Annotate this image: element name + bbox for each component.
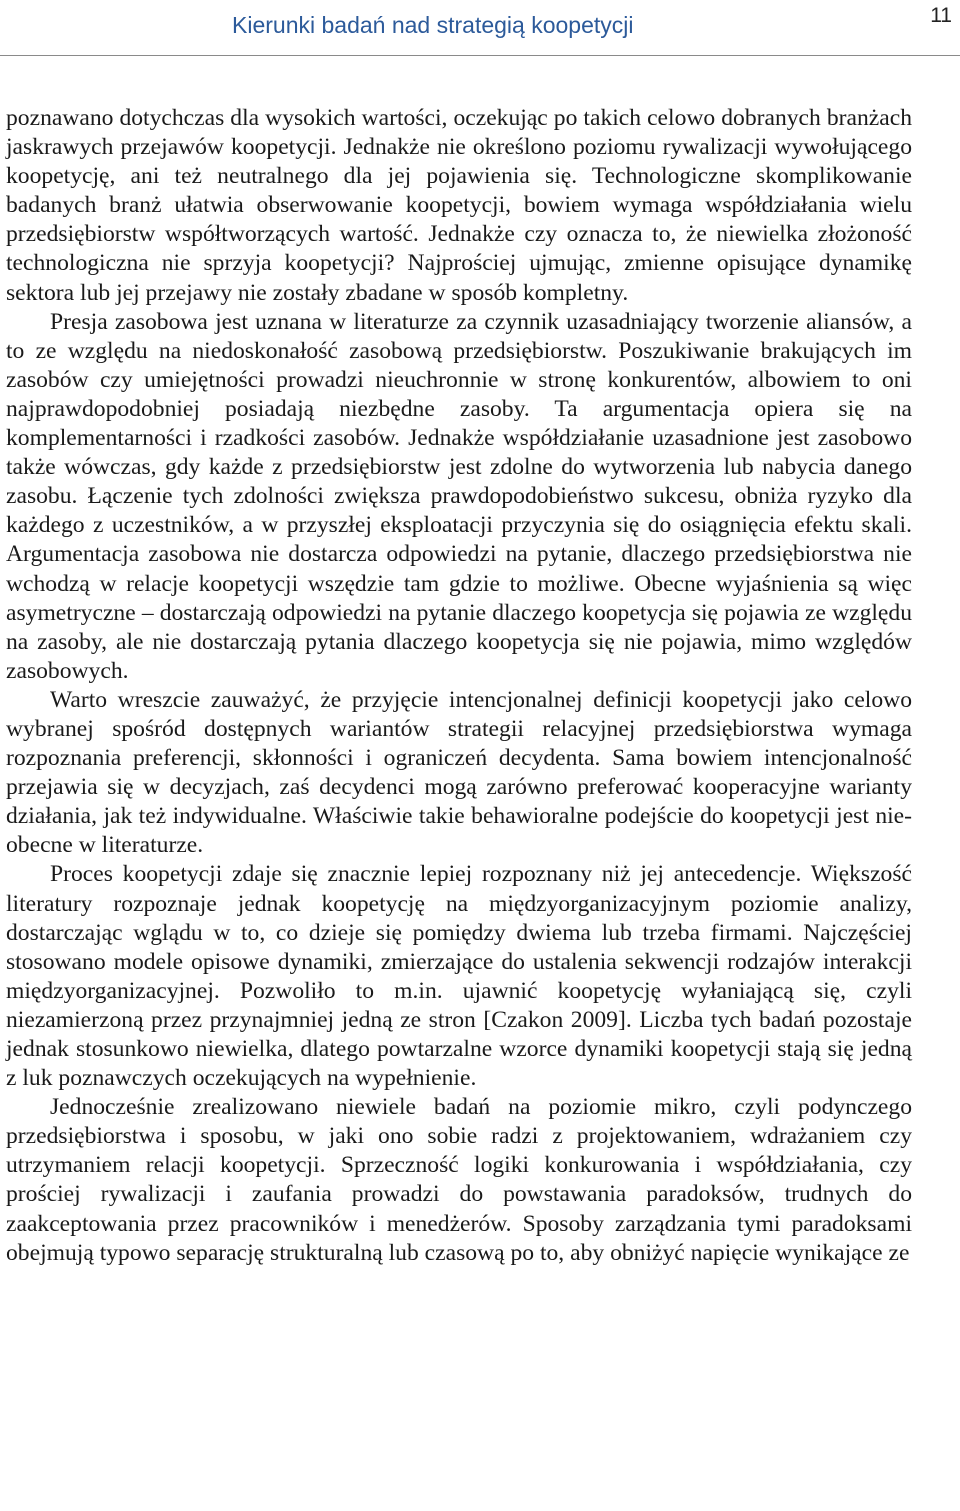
- page-header: [0, 0, 960, 56]
- paragraph-3: Warto wreszcie zauważyć, że przyjęcie intencjonalnej definicji koopetycji jako celowo wybranej spośród dostępnych wariantów strategii relacyjnej przedsiębiorstwa wymaga rozpoznania preferencji, skłonności i ograniczeń decydenta. Sama bowiem intencjonalność przejawia się w decyzjach, zaś decydenci mogą zarówno preferować kooperacyjne warianty działania, jak też indywidualne. Właściwie takie behawioralne podejście do koopetycji jest nieobecne w literaturze.: [6, 686, 912, 859]
- running-title: Kierunki badań nad strategią koopetycji: [232, 12, 634, 38]
- paragraph-1: poznawano dotychczas dla wysokich wartości, oczekując po takich celowo dobranych branżach jaskrawych przejawów koopetycji. Jednakże nie określono poziomu rywalizacji wywołującego koopetycję, ani też neutralnego dla jej pojawienia się. Technologiczne skomplikowanie badanych branż ułatwia obserwowanie koopetycji, bowiem wymaga współdziałania wielu przedsiębiorstw współtworzących wartość. Jednakże czy oznacza to, że niewielka złożoność technologiczna nie sprzyja koopetycji? Najprościej ujmując, zmienne opisujące dynamikę sektora lub jej przejawy nie zostały zbadane w sposób kompletny.: [6, 105, 912, 306]
- page-number: 11: [930, 4, 952, 27]
- paragraph-5: Jednocześnie zrealizowano niewiele badań na poziomie mikro, czyli podynczego przedsiębiorstwa i sposobu, w jaki ono sobie radzi z projektowaniem, wdrażaniem czy utrzymaniem relacji koopetycji. Sprzeczność logiki konkurowania i współdziałania, czy prościej rywalizacji i zaufania prowadzi do powstawania paradoksów, trudnych do zaakceptowania przez pracowników i menedżerów. Sposoby zarządzania tymi paradoksami obejmują typowo separację strukturalną lub czasową po to, aby obniżyć napięcie wynikające ze: [6, 1094, 912, 1266]
- paragraph-2: Presja zasobowa jest uznana w literaturze za czynnik uzasadniający tworzenie aliansów, a to ze względu na niedoskonałość zasobową przedsiębiorstw. Poszukiwanie brakujących im zasobów czy umiejętności prowadzi nieuchronnie w stronę konkurentów, albowiem to oni najprawdopodobniej posiadają niezbędne zasoby. Ta argumentacja opiera się na komplementarności i rzadkości zasobów. Jednakże współdziałanie uzasadnione jest zasobowo także wówczas, gdy każde z przedsiębiorstw jest zdolne do wytworzenia lub nabycia danego zasobu. Łączenie tych zdolności zwiększa prawdopodobieństwo sukcesu, obniża ryzyko dla każdego z uczestników, a w przyszłej eksploatacji przyczynia się do osiągnięcia efektu skali. Argumentacja zasobowa nie dostarcza odpowiedzi na pytanie, dlaczego przedsiębiorstwa nie wchodzą w relacje koopetycji wszędzie tam gdzie to możliwe. Obecne wyjaśnienia są więc asymetryczne – dostarczają odpowiedzi na pytanie dlaczego koopetycja się pojawia ze względu na zasoby, ale nie dostarczają pytania dlaczego koopetycja się nie pojawia, mimo względów zasobowych.: [6, 308, 912, 684]
- body-text: [6, 104, 912, 1268]
- paragraph-4: Proces koopetycji zdaje się znacznie lepiej rozpoznany niż jej antecedencje. Większość literatury rozpoznaje jednak koopetycję na międzyorganizacyjnym poziomie analizy, dostarczając wglądu w to, co dzieje się pomiędzy dwiema lub trzeba firmami. Najczęściej stosowano modele opisowe dynamiki, zmierzające do ustalenia sekwencji rodzajów interakcji międzyorganizacyjnej. Pozwoliło to m.in. ujawnić koopetycję wyłaniającą się, czyli niezamierzoną przez przynajmniej jedną ze stron [Czakon 2009]. Liczba tych badań pozostaje jednak stosunkowo niewielka, dlatego powtarzalne wzorce dynamiki koopetycji stają się jedną z luk poznawczych oczekujących na wypełnienie.: [6, 861, 912, 1092]
